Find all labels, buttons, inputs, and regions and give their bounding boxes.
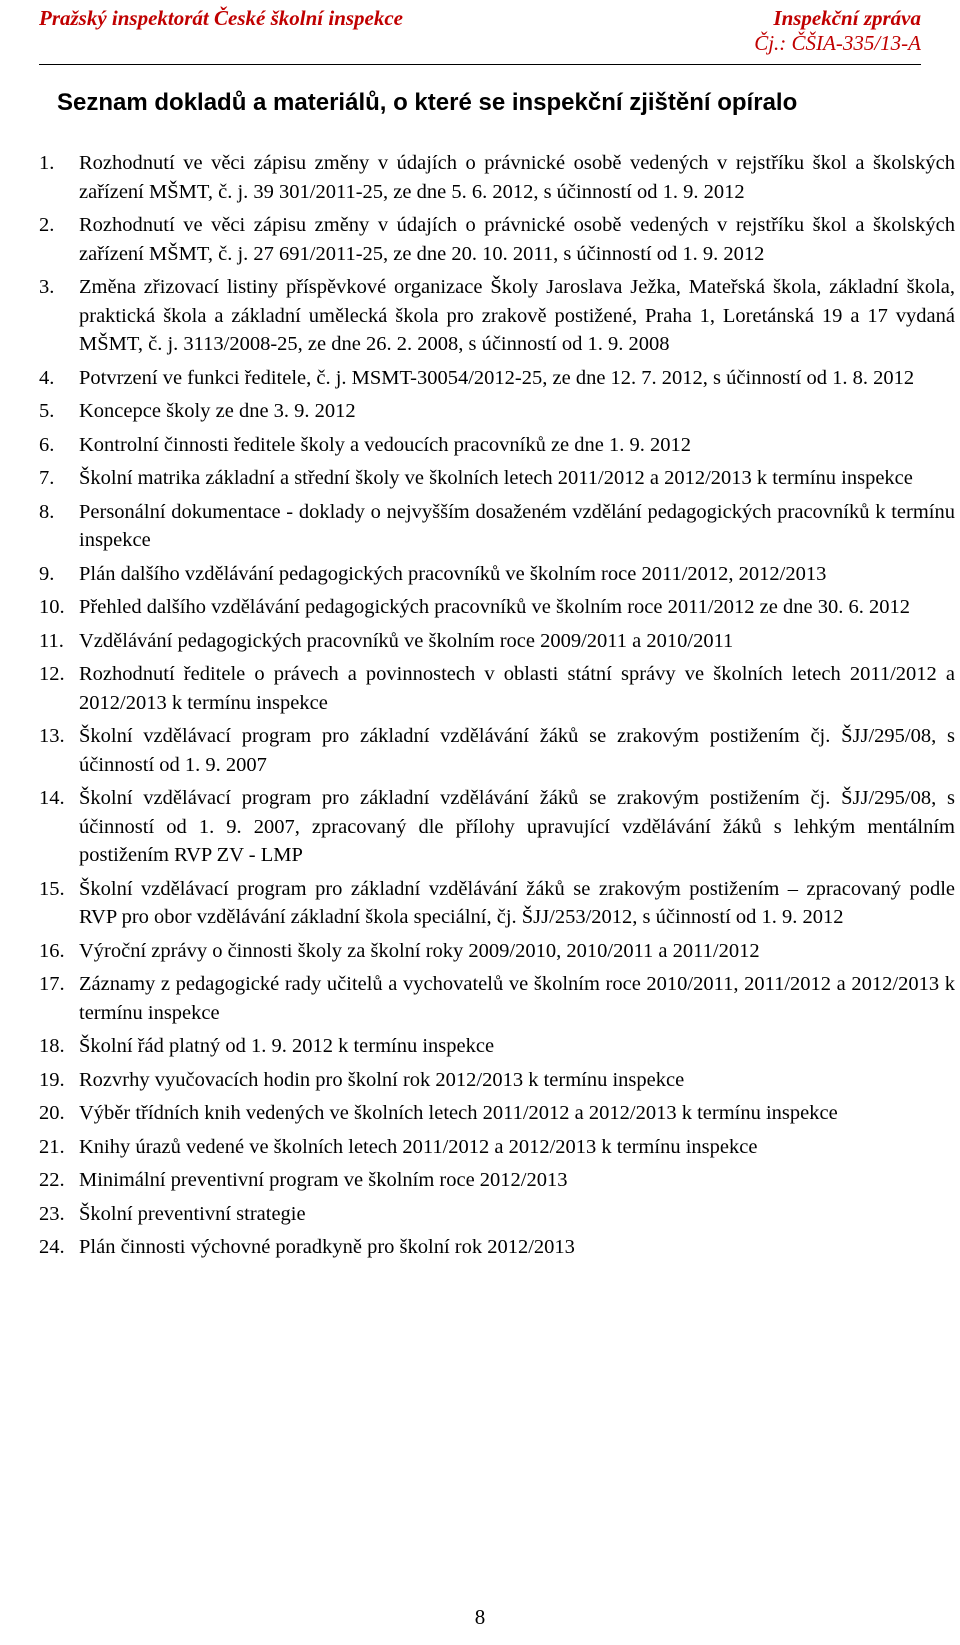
list-item-text: Výběr třídních knih vedených ve školních letech 2011/2012 a 2012/2013 k termínu inspekce [79, 1102, 838, 1124]
list-item-text: Vzdělávání pedagogických pracovníků ve školním roce 2009/2011 a 2010/2011 [79, 629, 734, 652]
list-item-number: 21. [39, 1135, 65, 1158]
list-item [39, 1133, 955, 1162]
list-item [39, 498, 955, 555]
list-item-number: 14. [39, 787, 65, 809]
list-item-text: Rozvrhy vyučovacích hodin pro školní rok 2012/2013 k termínu inspekce [79, 1068, 685, 1091]
list-item-number: 16. [39, 939, 65, 962]
list-item-text: Minimální preventivní program ve školním roce 2012/2013 [79, 1169, 568, 1191]
list-item-number: 5. [39, 400, 55, 422]
header-divider [39, 64, 921, 65]
list-item-number: 13. [39, 725, 65, 747]
list-item [39, 1099, 955, 1128]
list-item-number: 12. [39, 663, 65, 685]
list-item-number: 20. [39, 1102, 65, 1124]
list-item [39, 627, 955, 656]
list-item-text: Školní preventivní strategie [79, 1202, 306, 1225]
list-item-text: Rozhodnutí ředitele o právech a povinnostech v oblasti státní správy ve školních letech 2011/2012 a 2012/2013 k termínu inspekce [79, 663, 955, 714]
list-item-text: Rozhodnutí ve věci zápisu změny v údajích o právnické osobě vedených v rejstříku škol a školských zařízení MŠMT, č. j. 39 301/2011-25, ze dne 5. 6. 2012, s účinností od 1. 9. 2012 [79, 152, 955, 203]
list-item-number: 10. [39, 596, 65, 618]
list-item [39, 937, 955, 966]
list-item [39, 1200, 955, 1229]
list-item-text: Školní vzdělávací program pro základní vzdělávání žáků se zrakovým postižením čj. ŠJJ/295/08, s účinností od 1. 9. 2007, zpracovaný dle přílohy upravující vzdělávání žáků s lehkým mentálním postižením RVP ZV - LMP [79, 787, 955, 866]
list-item [39, 431, 955, 460]
list-item-number: 9. [39, 562, 55, 585]
list-item [39, 364, 955, 393]
list-item-text: Koncepce školy ze dne 3. 9. 2012 [79, 400, 356, 422]
list-item-number: 8. [39, 500, 55, 523]
list-item-text: Personální dokumentace - doklady o nejvyšším dosaženém vzdělání pedagogických pracovníků k termínu inspekce [79, 500, 955, 551]
list-item [39, 273, 955, 359]
list-item-number: 24. [39, 1236, 65, 1258]
list-item-text: Školní matrika základní a střední školy ve školních letech 2011/2012 a 2012/2013 k termínu inspekce [79, 467, 913, 489]
list-item-number: 17. [39, 973, 65, 995]
list-item [39, 784, 955, 870]
section-heading: Seznam dokladů a materiálů, o které se inspekční zjištění opíralo [57, 89, 798, 116]
list-item [39, 875, 955, 932]
header-organization: Pražský inspektorát České školní inspekce [39, 6, 404, 30]
list-item [39, 722, 955, 779]
list-item-number: 7. [39, 467, 55, 489]
list-item [39, 593, 955, 622]
list-item-text: Knihy úrazů vedené ve školních letech 2011/2012 a 2012/2013 k termínu inspekce [79, 1135, 758, 1158]
list-item-text: Školní vzdělávací program pro základní vzdělávání žáků se zrakovým postižením čj. ŠJJ/295/08, s účinností od 1. 9. 2007 [79, 725, 955, 776]
list-item-text: Výroční zprávy o činnosti školy za školní roky 2009/2010, 2010/2011 a 2011/2012 [79, 939, 760, 962]
list-item-number: 22. [39, 1169, 65, 1191]
list-item [39, 1066, 955, 1095]
header-right [754, 6, 921, 56]
list-item-number: 2. [39, 214, 55, 236]
list-item-text: Rozhodnutí ve věci zápisu změny v údajích o právnické osobě vedených v rejstříku škol a školských zařízení MŠMT, č. j. 27 691/2011-25, ze dne 20. 10. 2011, s účinností od 1. 9. 2012 [79, 214, 955, 265]
list-item-text: Plán činnosti výchovné poradkyně pro školní rok 2012/2013 [79, 1236, 575, 1258]
list-item [39, 1166, 955, 1195]
list-item [39, 211, 955, 268]
list-item-number: 3. [39, 276, 55, 298]
list-item-number: 19. [39, 1068, 65, 1091]
list-item [39, 660, 955, 717]
list-item [39, 149, 955, 206]
header-reference-number: Čj.: ČŠIA-335/13-A [754, 31, 921, 55]
list-item-text: Přehled dalšího vzdělávání pedagogických pracovníků ve školním roce 2011/2012 ze dne 30. 6. 2012 [79, 596, 910, 618]
list-item-text: Kontrolní činnosti ředitele školy a vedoucích pracovníků ze dne 1. 9. 2012 [79, 433, 691, 456]
list-item-text: Záznamy z pedagogické rady učitelů a vychovatelů ve školním roce 2010/2011, 2011/2012 a 2012/2013 k termínu inspekce [79, 973, 955, 1024]
list-item [39, 1233, 955, 1262]
document-list [39, 149, 955, 1267]
list-item-number: 15. [39, 877, 65, 900]
list-item-text: Školní řád platný od 1. 9. 2012 k termínu inspekce [79, 1035, 495, 1057]
list-item-number: 11. [39, 629, 64, 652]
list-item [39, 397, 955, 426]
list-item [39, 560, 955, 589]
list-item [39, 1032, 955, 1061]
list-item-number: 1. [39, 152, 55, 174]
page-number: 8 [474, 1605, 486, 1629]
list-item [39, 970, 955, 1027]
list-item-text: Školní vzdělávací program pro základní vzdělávání žáků se zrakovým postižením – zpracovaný podle RVP pro obor vzdělávání základní škola speciální, čj. ŠJJ/253/2012, s účinností od 1. 9. 2012 [79, 877, 955, 928]
list-item-number: 4. [39, 366, 55, 389]
header-document-type: Inspekční zpráva [773, 6, 921, 30]
list-item-number: 6. [39, 433, 55, 456]
list-item-text: Potvrzení ve funkci ředitele, č. j. MSMT-30054/2012-25, ze dne 12. 7. 2012, s účinností od 1. 8. 2012 [79, 366, 915, 389]
list-item-number: 23. [39, 1202, 65, 1225]
list-item-number: 18. [39, 1035, 65, 1057]
list-item-text: Změna zřizovací listiny příspěvkové organizace Školy Jaroslava Ježka, Mateřská škola, základní škola, praktická škola a základní umělecká škola pro zrakově postižené, Praha 1, Loretánská 19 a 17 vydaná MŠMT, č. j. 3113/2008-25, ze dne 26. 2. 2008, s účinností od 1. 9. 2008 [79, 276, 955, 355]
list-item-text: Plán dalšího vzdělávání pedagogických pracovníků ve školním roce 2011/2012, 2012/2013 [79, 562, 827, 585]
list-item [39, 464, 955, 493]
